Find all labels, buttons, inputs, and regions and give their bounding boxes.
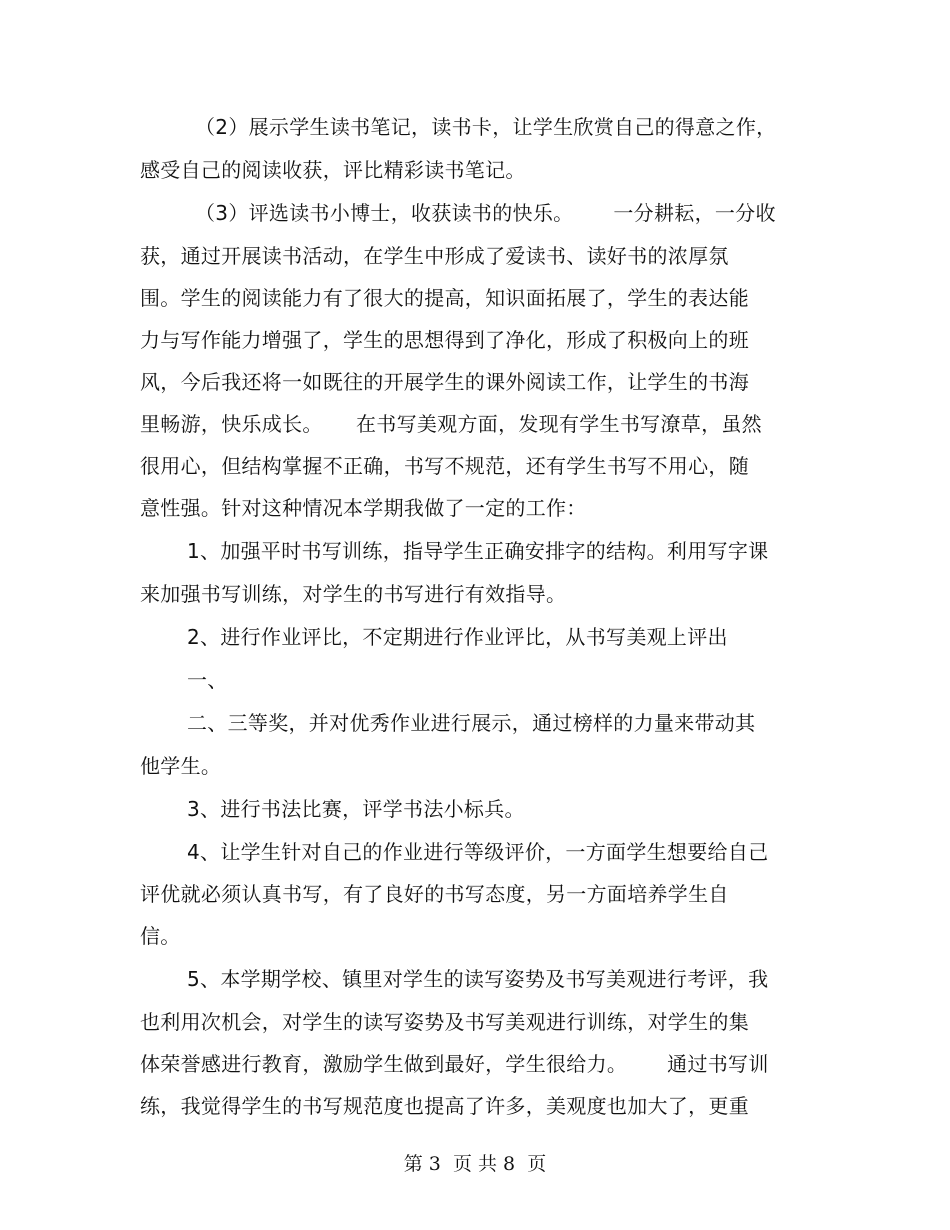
- text-line: 4、让学生针对自己的作业进行等级评价，一方面学生想要给自己: [187, 840, 769, 864]
- text-line: 来加强书写训练，对学生的书写进行有效指导。: [140, 582, 567, 606]
- text-line: 他学生。: [140, 754, 222, 778]
- text-line: 练，我觉得学生的书写规范度也提高了许多，美观度也加大了，更重: [140, 1094, 749, 1118]
- text-line: （2）展示学生读书笔记，读书卡，让学生欣赏自己的得意之作，: [195, 115, 777, 139]
- text-line: 意性强。针对这种情况本学期我做了一定的工作：: [140, 496, 587, 520]
- text-line: 信。: [140, 924, 181, 948]
- text-line: （3）评选读书小博士，收获读书的快乐。 一分耕耘，一分收: [195, 201, 776, 225]
- text-line: 一、: [187, 668, 228, 692]
- text-line: 评优就必须认真书写，有了良好的书写态度，另一方面培养学生自: [140, 882, 729, 906]
- text-line: 体荣誉感进行教育，激励学生做到最好，学生很给力。 通过书写训: [140, 1052, 769, 1076]
- text-line: 5、本学期学校、镇里对学生的读写姿势及书写美观进行考评，我: [187, 967, 769, 991]
- text-line: 也利用次机会，对学生的读写姿势及书写美观进行训练，对学生的集: [140, 1010, 749, 1034]
- text-line: 围。学生的阅读能力有了很大的提高，知识面拓展了，学生的表达能: [140, 286, 749, 310]
- text-line: 2、进行作业评比，不定期进行作业评比，从书写美观上评出: [187, 625, 728, 649]
- text-line: 很用心，但结构掌握不正确，书写不规范，还有学生书写不用心，随: [140, 454, 749, 478]
- text-line: 3、进行书法比赛，评学书法小标兵。: [187, 797, 525, 821]
- text-line: 感受自己的阅读收获，评比精彩读书笔记。: [140, 158, 526, 182]
- text-line: 里畅游，快乐成长。 在书写美观方面，发现有学生书写潦草，虽然: [140, 412, 762, 436]
- text-line: 获，通过开展读书活动，在学生中形成了爱读书、读好书的浓厚氛: [140, 244, 729, 268]
- text-line: 力与写作能力增强了，学生的思想得到了净化，形成了积极向上的班: [140, 328, 749, 352]
- page-footer: 第 3 页 共 8 页: [403, 1153, 547, 1175]
- text-line: 1、加强平时书写训练，指导学生正确安排字的结构。利用写字课: [187, 539, 769, 563]
- text-line: 风，今后我还将一如既往的开展学生的课外阅读工作，让学生的书海: [140, 370, 749, 394]
- text-line: 二、三等奖，并对优秀作业进行展示，通过榜样的力量来带动其: [187, 711, 756, 735]
